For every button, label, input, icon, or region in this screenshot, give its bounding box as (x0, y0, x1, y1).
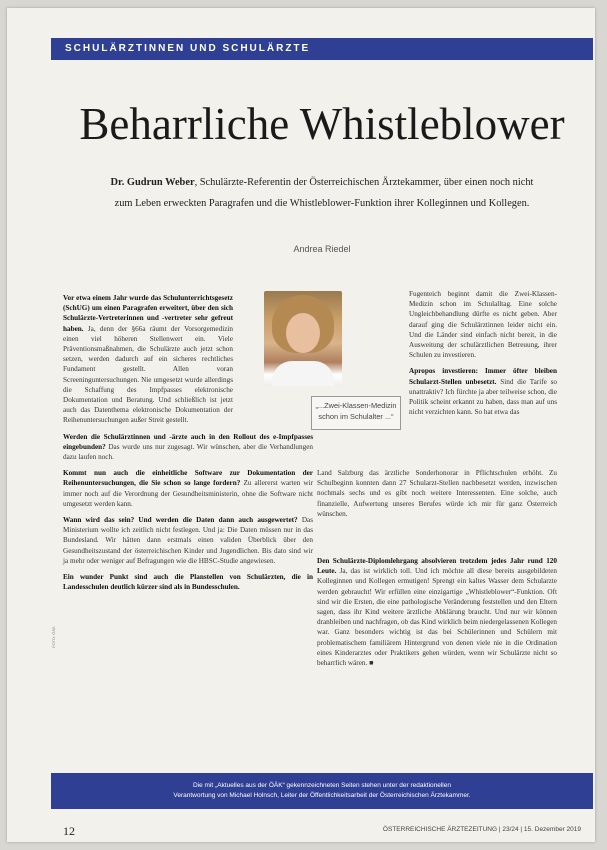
magazine-page (7, 8, 595, 842)
paragraph (63, 572, 313, 592)
question: Vor etwa einem Jahr wurde das Schulunterrichtsgesetz (SchUG) um einen Paragrafen erweitert, über den sich Schulärzte-Vertreterinnen und -vertreter sehr gefreut haben. (63, 294, 233, 333)
answer: Das wurde uns nur zugesagt. Wir wünschen, aber die Verhandlungen dazu laufen noch. (63, 442, 313, 462)
paragraph (409, 366, 557, 417)
answer: Das Ministerium wollte ich zeitlich nicht festlegen. Und ja: Die Daten müssen nur in das Bundesland. Wir hätten dann erstmals einen validen Überblick über den Gesundheitszustand der österreichischen Kinder und Jugendlichen. Bis dato sind wir ja mehr oder weniger auf Befragungen wie die HBSC-Studie angewiesen. (63, 516, 314, 565)
footer-note-line: Die mit „Aktuelles aus der ÖÄK“ gekennzeichneten Seiten stehen unter der redaktionellen (193, 782, 451, 789)
answer: Ja, denn der §66a räumt der Vorsorgemedizin einen viel höheren Stellenwert ein. Viele Präventionsmaßnahmen, die Schulärzte auch jetzt schon setzen, werden dadurch auf ein sicheres rechtliches Fundament gestellt. Allen voran Screeninguntersuchungen. Nie umgesetzt wurde allerdings die Schaffung des Impfpasses elektronische Dokumentation und Beratung. Und schließlich ist jetzt auch das Datenthema elektronische Dokumentation der Reihenuntersuchungen außer Streit gestellt. (63, 324, 233, 425)
paragraph: Land Salzburg das ärztliche Sonderhonorar in Pflichtschulen erhöht. Zu Schulbeginn konnten dann 27 Schularzt-Stellen nachbesetzt werden, inzwischen nochmals sechs und es gibt noch weitere Interessenten. Eine solche, auch finanzielle, Aufwertung unseres Berufes würde ich mir für ganz Österreich wünschen. (317, 469, 557, 518)
question: Werden die Schulärztinnen und -ärzte auch in den Rollout des e-Impfpasses eingebunden? (63, 432, 313, 451)
pull-quote: „...Zwei-Klassen-Medizin schon im Schulalter ...“ (311, 396, 401, 430)
article-title: Beharrliche Whistleblower (79, 99, 565, 149)
portrait-photo (264, 291, 342, 386)
article-column-right-middle (317, 468, 557, 525)
article-lead (102, 172, 542, 214)
photo-face (286, 313, 320, 353)
lead-name: Dr. Gudrun Weber (110, 177, 195, 188)
paragraph: Fugenteich beginnt damit die Zwei-Klassen-Medizin schon im Schulalltag. Eine solche Ungleichbehandlung dürfte es nicht geben. Aber darauf ging die Schulärztinnen leider nicht ein. Und die Länder sind einfach nicht bereit, in die Ausweitung der schulärztlichen Betreuung, ihrer Schulen zu investieren. (409, 290, 557, 360)
question: Ein wunder Punkt sind auch die Planstellen von Schulärzten, die in Landesschulen deutlich kürzer sind als in Bundesschulen. (63, 573, 313, 592)
page-number: 12 (63, 824, 75, 838)
article-column-right-top (409, 289, 557, 423)
photo-shirt (272, 361, 334, 386)
section-header-bar (51, 38, 593, 60)
end-mark: ■ (369, 659, 374, 668)
question: Den Schulärzte-Diplomlehrgang absolvieren trotzdem jedes Jahr rund 120 Leute. (317, 557, 557, 576)
paragraph (63, 515, 313, 566)
footer-note-line: Verantwortung von Michael Holnsch, Leiter der Öffentlichkeitsarbeit der Österreichischen Ärztekammer. (173, 792, 471, 799)
section-label: SCHULÄRZTINNEN UND SCHULÄRZTE (65, 43, 311, 54)
footer-note-box (51, 773, 593, 809)
article-column-right-bottom (317, 556, 557, 674)
answer: Zu allererst warten wir immer noch auf die Verordnung der Gesundheitsministerin, ohne die Software nicht umgesetzt werden kann. (63, 479, 314, 508)
question: Wann wird das sein? Und werden die Daten dann auch ausgewertet? (63, 516, 298, 525)
paragraph (63, 468, 313, 509)
paragraph (63, 293, 233, 426)
paragraph (317, 556, 557, 668)
lead-text: , Schulärzte-Referentin der Österreichischen Ärztekammer, über einen noch nicht zum Leben erweckten Paragrafen und die Whistleblower-Funktion ihrer Kolleginnen und Kollegen. (114, 177, 534, 209)
answer: Sind die Tarife so unattraktiv? Ich fürchte ja aber teilweise schon, die Politik scheint erkannt zu haben, dass man auf uns nicht verzichten kann. So hat etwa das (409, 377, 557, 417)
paragraph (63, 432, 313, 463)
journal-info: ÖSTERREICHISCHE ÄRZTEZEITUNG | 23/24 | 15. Dezember 2019 (382, 826, 581, 833)
question: Kommt nun auch die einheitliche Software zur Dokumentation der Reihenuntersuchungen, die Sie schon so lange fordern? (63, 469, 313, 488)
answer: Ja, das ist wirklich toll. Und ich möchte all diese bereits ausgebildeten Kolleginnen und Kollegen ermutigen! Sprengt ein kaltes Wasser dem Schularzte werden gebraucht! Wir erfüllen eine einzigartige „Whistleblower“-Funktion. Oft sind wir die Ersten, die eine pathologische Veränderung feststellen und den Eltern sagen, dass ihr Kind weitere ärztliche Abklärung braucht. Und nur wir können dranbleiben und nachfragen, ob das Kind wirklich beim niedergelassenen Kollegen war. Ganz besonders wichtig ist das bei Schülerinnen und Schülern mit problematischem familiärem Hintergrund von denen viele nie in die Ordination eines Kinderarztes oder Praktikers gehen würden, wenn wir Schulärzte nicht so beharrlich wären. (317, 567, 557, 668)
author-byline: Andrea Riedel (293, 244, 351, 254)
question: Apropos investieren: Immer öfter bleiben Schularzt-Stellen unbesetzt. (409, 367, 557, 386)
photo-credit: FOTO: ÖÄK (51, 626, 56, 648)
